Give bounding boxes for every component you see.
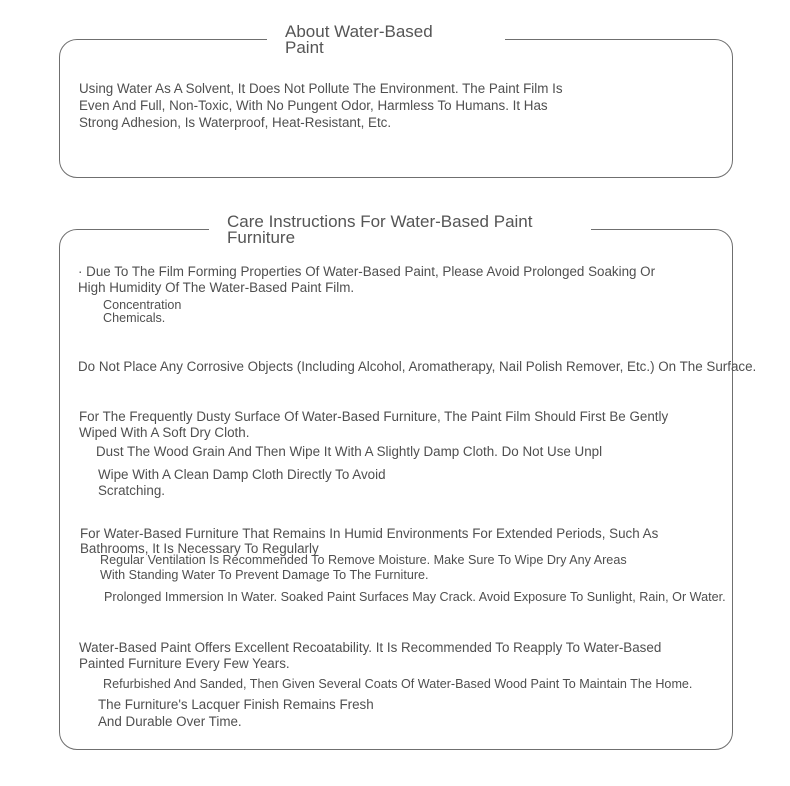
care-p5-sub3: And Durable Over Time. xyxy=(98,714,242,729)
care-p3-sub1: Dust The Wood Grain And Then Wipe It With A Slightly Damp Cloth. Do Not Use Unpl xyxy=(96,444,603,459)
care-section-title xyxy=(209,214,591,246)
care-p4-line1: For Water-Based Furniture That Remains In Humid Environments For Extended Periods, Such As xyxy=(80,526,659,541)
care-p4-sub1: Regular Ventilation Is Recommended To Remove Moisture. Make Sure To Wipe Dry Any Areas xyxy=(100,553,627,567)
about-text-line1: Using Water As A Solvent, It Does Not Pollute The Environment. The Paint Film Is xyxy=(79,81,563,96)
care-p5-line2: Painted Furniture Every Few Years. xyxy=(79,656,290,671)
care-p5-sub1: Refurbished And Sanded, Then Given Several Coats Of Water-Based Wood Paint To Maintain The Home. xyxy=(103,677,693,691)
care-p3-line2: Wiped With A Soft Dry Cloth. xyxy=(79,425,250,440)
care-p1-sub2: Chemicals. xyxy=(103,311,166,325)
about-title-line1: About Water-Based xyxy=(285,22,433,41)
about-text-line3: Strong Adhesion, Is Waterproof, Heat-Resistant, Etc. xyxy=(79,115,392,130)
care-p3-line1: For The Frequently Dusty Surface Of Water-Based Furniture, The Paint Film Should First Be Gently xyxy=(79,409,669,424)
care-p5-line1: Water-Based Paint Offers Excellent Recoatability. It Is Recommended To Reapply To Water-Based xyxy=(79,640,662,655)
care-p2-line1: Do Not Place Any Corrosive Objects (Including Alcohol, Aromatherapy, Nail Polish Remover, Etc.) On The Surface. xyxy=(78,359,757,374)
care-title-line1: Care Instructions For Water-Based Paint xyxy=(227,212,533,231)
about-section-title xyxy=(267,24,505,56)
about-text-line2: Even And Full, Non-Toxic, With No Pungent Odor, Harmless To Humans. It Has xyxy=(79,98,548,113)
care-p4-line2: Bathrooms, It Is Necessary To Regularly xyxy=(80,541,319,556)
care-p4-sub3: Prolonged Immersion In Water. Soaked Paint Surfaces May Crack. Avoid Exposure To Sunlight, Rain, Or Water. xyxy=(104,590,726,604)
care-p4-sub2: With Standing Water To Prevent Damage To The Furniture. xyxy=(100,568,429,582)
care-p5-sub2: The Furniture's Lacquer Finish Remains Fresh xyxy=(98,697,374,712)
about-title-line2: Paint xyxy=(285,38,324,57)
care-p1-line2: High Humidity Of The Water-Based Paint Film. xyxy=(78,280,355,295)
care-p1-sub1: Concentration xyxy=(103,298,182,312)
care-p1-line1: · Due To The Film Forming Properties Of Water-Based Paint, Please Avoid Prolonged Soaking Or xyxy=(78,264,656,279)
care-p3-sub3: Scratching. xyxy=(98,483,165,498)
care-title-line2: Furniture xyxy=(227,228,296,247)
care-p3-sub2: Wipe With A Clean Damp Cloth Directly To Avoid xyxy=(98,467,386,482)
